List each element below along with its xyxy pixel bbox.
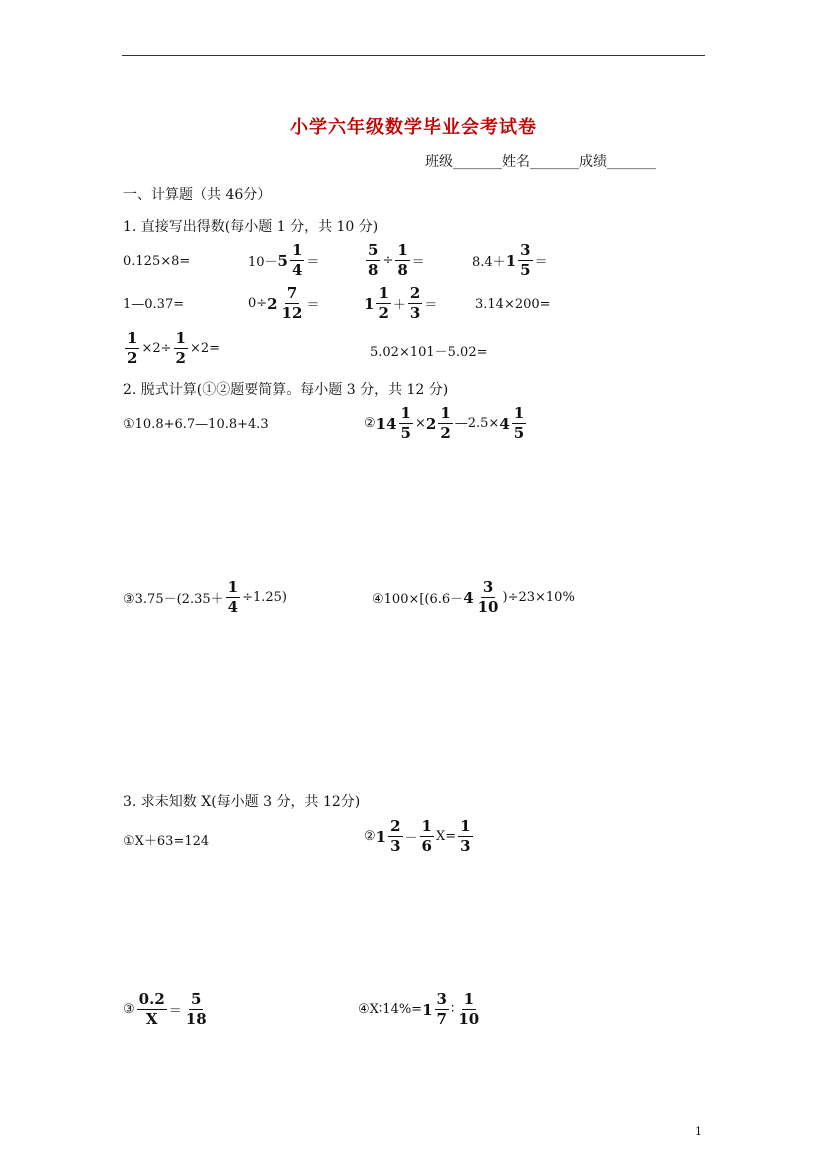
q1-c-op: ÷ bbox=[382, 253, 394, 268]
student-info bbox=[425, 151, 656, 171]
q1-d-fraction: $\frac{3}{5}$ bbox=[520, 241, 531, 279]
q1-item-j: 5.02×101－5.02= bbox=[370, 345, 488, 360]
q1-d-whole: 1 bbox=[505, 251, 517, 270]
q2-item-d bbox=[372, 580, 575, 615]
q1-i-suffix: ×2= bbox=[189, 341, 220, 356]
header-rule bbox=[122, 55, 705, 56]
q2-c-fraction: $\frac{1}{4}$ bbox=[227, 578, 239, 616]
q3-d-fraction-1: $\frac{3}{7}$ bbox=[436, 990, 447, 1028]
page-title: 小学六年级数学毕业会考试卷 bbox=[290, 117, 537, 138]
q1-item-d bbox=[472, 243, 548, 278]
q2-d-suffix: )÷23×10% bbox=[502, 590, 575, 605]
q1-i-fraction-1: $\frac{1}{2}$ bbox=[127, 329, 138, 367]
q1-d-prefix: 8.4＋ bbox=[472, 255, 506, 270]
q2-c-suffix: ÷1.25) bbox=[242, 590, 287, 605]
q1-item-f bbox=[248, 286, 320, 321]
q3-item-d bbox=[358, 992, 483, 1027]
q2-b-fraction-2: $\frac{1}{2}$ bbox=[440, 404, 451, 442]
section1-heading: 一、计算题（共 46分） bbox=[123, 187, 272, 203]
q2-item-c bbox=[123, 580, 287, 615]
q1-f-equals: ＝ bbox=[306, 298, 320, 313]
q3-item-c bbox=[123, 992, 211, 1027]
q1-item-g bbox=[364, 286, 437, 321]
q1-g-fraction-1: $\frac{1}{2}$ bbox=[378, 284, 389, 322]
q1-i-fraction-2: $\frac{1}{2}$ bbox=[175, 329, 186, 367]
q3-d-colon: ∶ bbox=[450, 1002, 455, 1017]
q1-b-whole: 5 bbox=[277, 251, 288, 270]
q2-b-fraction-3: $\frac{1}{5}$ bbox=[513, 404, 525, 442]
q3-b-prefix: ② bbox=[364, 829, 376, 844]
q1-g-op: ＋ bbox=[392, 298, 406, 313]
q1-item-i bbox=[123, 331, 220, 366]
q2-b-op: × bbox=[414, 416, 426, 431]
q2-b-mid: —2.5× bbox=[454, 416, 500, 431]
q3-b-whole: 1 bbox=[375, 827, 387, 846]
score-label: 成绩_______ bbox=[579, 154, 656, 170]
q3-heading: 3. 求未知数 X(每小题 3 分，共 12分) bbox=[123, 794, 361, 810]
q1-b-fraction: $\frac{1}{4}$ bbox=[291, 241, 303, 279]
q3-b-op: － bbox=[404, 831, 418, 846]
q1-g-whole: 1 bbox=[364, 294, 375, 313]
q1-f-fraction: $\frac{7}{12}$ bbox=[281, 284, 303, 322]
q1-g-fraction-2: $\frac{2}{3}$ bbox=[409, 284, 421, 322]
page-number: 1 bbox=[695, 1125, 702, 1138]
q2-c-prefix: ③3.75－(2.35＋ bbox=[123, 592, 224, 607]
q2-d-prefix: ④100×[(6.6－ bbox=[372, 592, 464, 607]
q3-c-equals: ＝ bbox=[168, 1004, 182, 1019]
q2-item-b bbox=[364, 406, 528, 441]
q1-item-h: 3.14×200= bbox=[475, 297, 551, 312]
q2-d-fraction: $\frac{3}{10}$ bbox=[477, 578, 499, 616]
q3-d-whole: 1 bbox=[422, 1000, 433, 1019]
q3-b-fraction-3: $\frac{1}{3}$ bbox=[460, 817, 471, 855]
q3-b-fraction-2: $\frac{1}{6}$ bbox=[421, 817, 432, 855]
q1-f-whole: 2 bbox=[267, 294, 278, 313]
q2-heading: 2. 脱式计算(①②题要简算。每小题 3 分，共 12 分) bbox=[123, 382, 449, 398]
q3-c-fraction-1: $\frac{0.2}{X}$ bbox=[138, 990, 165, 1028]
class-label: 班级_______ bbox=[425, 154, 502, 170]
q1-f-prefix: 0÷ bbox=[248, 296, 268, 311]
q1-item-c bbox=[364, 243, 425, 278]
q1-b-prefix: 10－ bbox=[248, 255, 278, 270]
q3-b-fraction-1: $\frac{2}{3}$ bbox=[390, 817, 401, 855]
q2-b-whole-1: 14 bbox=[375, 414, 397, 433]
q2-b-fraction-1: $\frac{1}{5}$ bbox=[400, 404, 411, 442]
q1-g-equals: ＝ bbox=[424, 298, 438, 313]
q1-heading: 1. 直接写出得数(每小题 1 分，共 10 分) bbox=[123, 219, 379, 235]
q1-i-mid: ×2÷ bbox=[141, 341, 172, 356]
q1-item-a: 0.125×8= bbox=[123, 254, 191, 269]
q1-c-fraction-1: $\frac{5}{8}$ bbox=[368, 241, 379, 279]
q2-d-whole: 4 bbox=[463, 588, 474, 607]
q3-d-fraction-2: $\frac{1}{10}$ bbox=[458, 990, 480, 1028]
q3-item-a: ①X＋63=124 bbox=[123, 834, 210, 849]
q1-item-e: 1—0.37= bbox=[123, 297, 185, 312]
q2-item-a: ①10.8+6.7—10.8+4.3 bbox=[123, 417, 269, 432]
q1-b-equals: ＝ bbox=[306, 255, 320, 270]
q1-d-equals: ＝ bbox=[534, 255, 548, 270]
q3-d-prefix: ④X∶14%= bbox=[358, 1002, 423, 1017]
q1-item-b bbox=[248, 243, 319, 278]
name-label: 姓名_______ bbox=[502, 154, 579, 170]
q1-c-equals: ＝ bbox=[411, 255, 425, 270]
q3-b-mid: X= bbox=[435, 829, 457, 844]
q3-item-b bbox=[364, 819, 475, 854]
q3-c-fraction-2: $\frac{5}{18}$ bbox=[185, 990, 207, 1028]
q2-b-whole-3: 4 bbox=[499, 414, 510, 433]
q2-b-prefix: ② bbox=[364, 416, 376, 431]
q3-c-prefix: ③ bbox=[123, 1002, 135, 1017]
q2-b-whole-2: 2 bbox=[425, 414, 437, 433]
q1-c-fraction-2: $\frac{1}{8}$ bbox=[397, 241, 408, 279]
